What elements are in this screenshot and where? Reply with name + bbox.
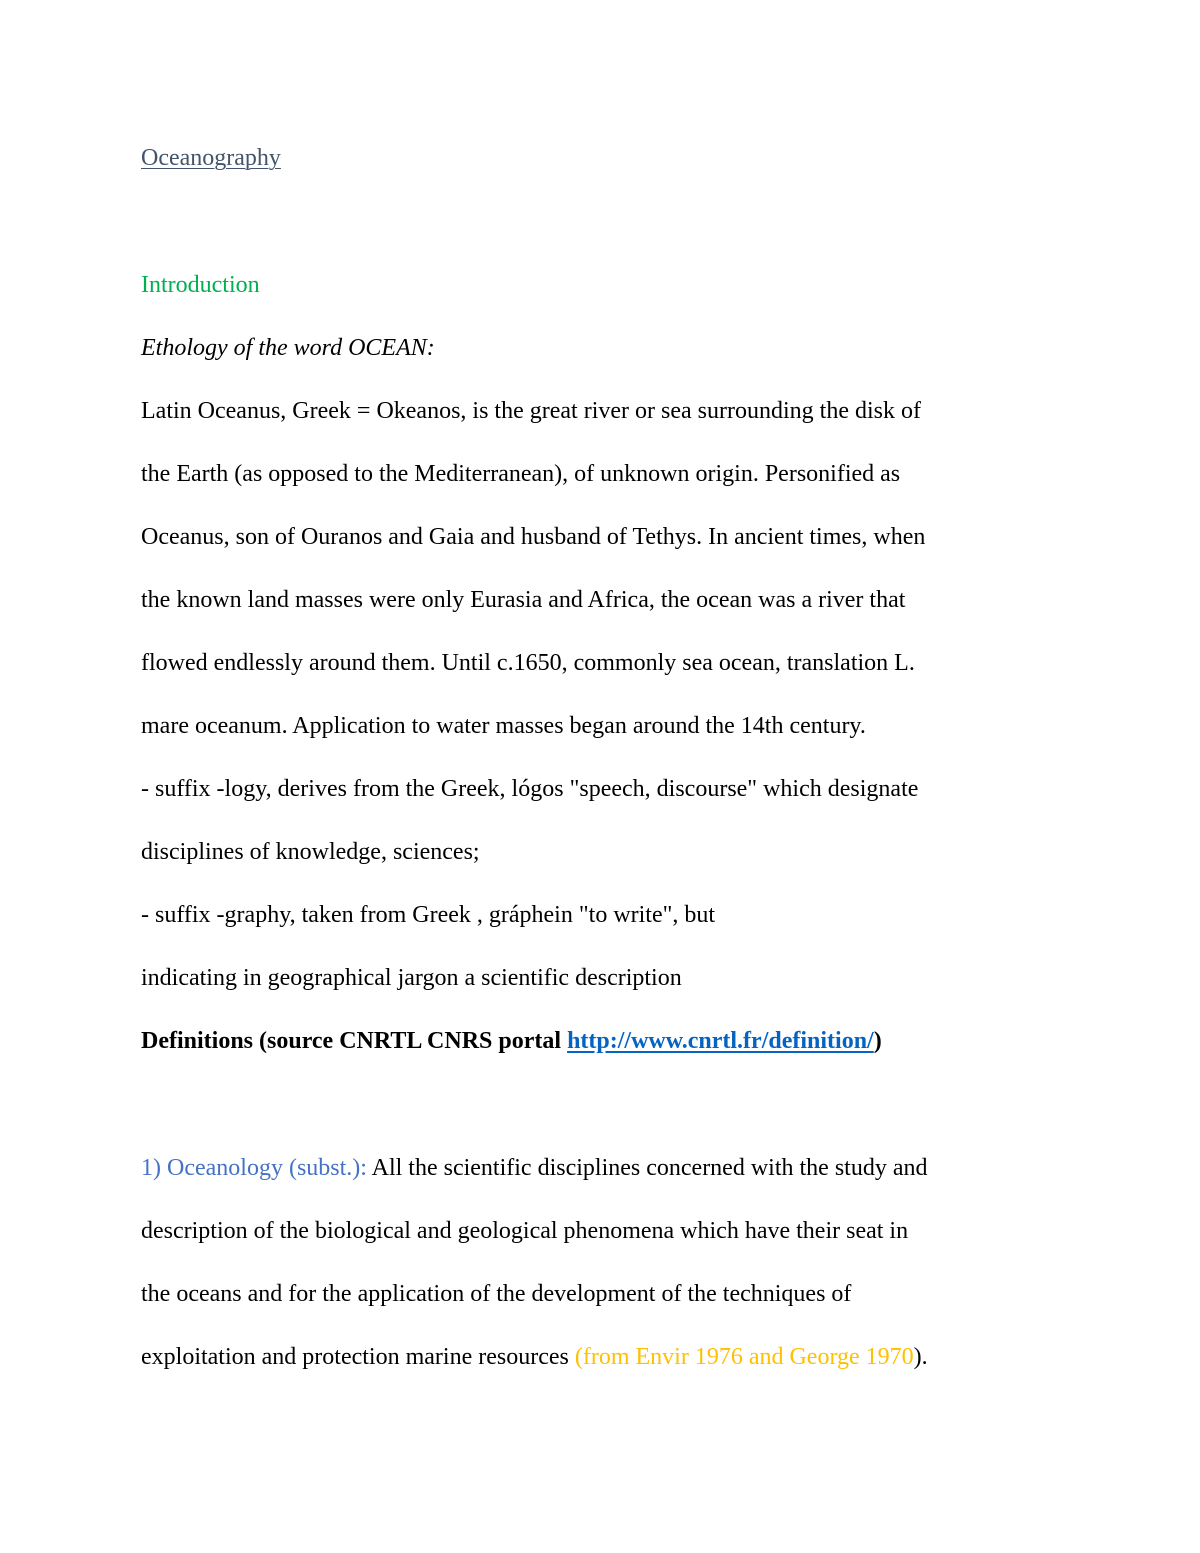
definitions-heading	[141, 1026, 882, 1056]
document-title: Oceanography	[141, 145, 281, 171]
paragraph-line: the Earth (as opposed to the Mediterranean), of unknown origin. Personified as	[141, 461, 901, 487]
definitions-prefix: Definitions (source CNRTL CNRS portal	[141, 1028, 568, 1054]
paragraph-line: Latin Oceanus, Greek = Okeanos, is the great river or sea surrounding the disk of	[141, 398, 921, 424]
definition-end: ).	[913, 1344, 928, 1370]
paragraph-line: - suffix -logy, derives from the Greek, lógos "speech, discourse" which designate	[141, 776, 919, 802]
definition-text: exploitation and protection marine resources	[141, 1344, 575, 1370]
paragraph-line: indicating in geographical jargon a scientific description	[141, 965, 682, 991]
definition-1-line: description of the biological and geological phenomena which have their seat in	[141, 1218, 909, 1244]
definition-1-line	[141, 1153, 927, 1183]
paragraph-line: disciplines of knowledge, sciences;	[141, 839, 480, 865]
definition-1-line: the oceans and for the application of the development of the techniques of	[141, 1281, 852, 1307]
definition-text: All the scientific disciplines concerned with the study and	[366, 1155, 928, 1181]
citation: (from Envir 1976 and George 1970	[574, 1344, 914, 1370]
definition-term: 1) Oceanology (subst.):	[141, 1155, 367, 1181]
paragraph-line: Oceanus, son of Ouranos and Gaia and husband of Tethys. In ancient times, when	[141, 524, 926, 550]
definition-1-line	[141, 1342, 928, 1372]
cnrtl-definition-link[interactable]: http://www.cnrtl.fr/definition/	[567, 1028, 874, 1054]
subheading: Ethology of the word OCEAN:	[141, 335, 435, 361]
paragraph-line: - suffix -graphy, taken from Greek , gráphein "to write", but	[141, 902, 716, 928]
paragraph-line: flowed endlessly around them. Until c.1650, commonly sea ocean, translation L.	[141, 650, 915, 676]
paragraph-line: the known land masses were only Eurasia and Africa, the ocean was a river that	[141, 587, 906, 613]
definitions-suffix: )	[873, 1028, 882, 1054]
paragraph-line: mare oceanum. Application to water masses began around the 14th century.	[141, 713, 866, 739]
section-heading: Introduction	[141, 272, 260, 298]
